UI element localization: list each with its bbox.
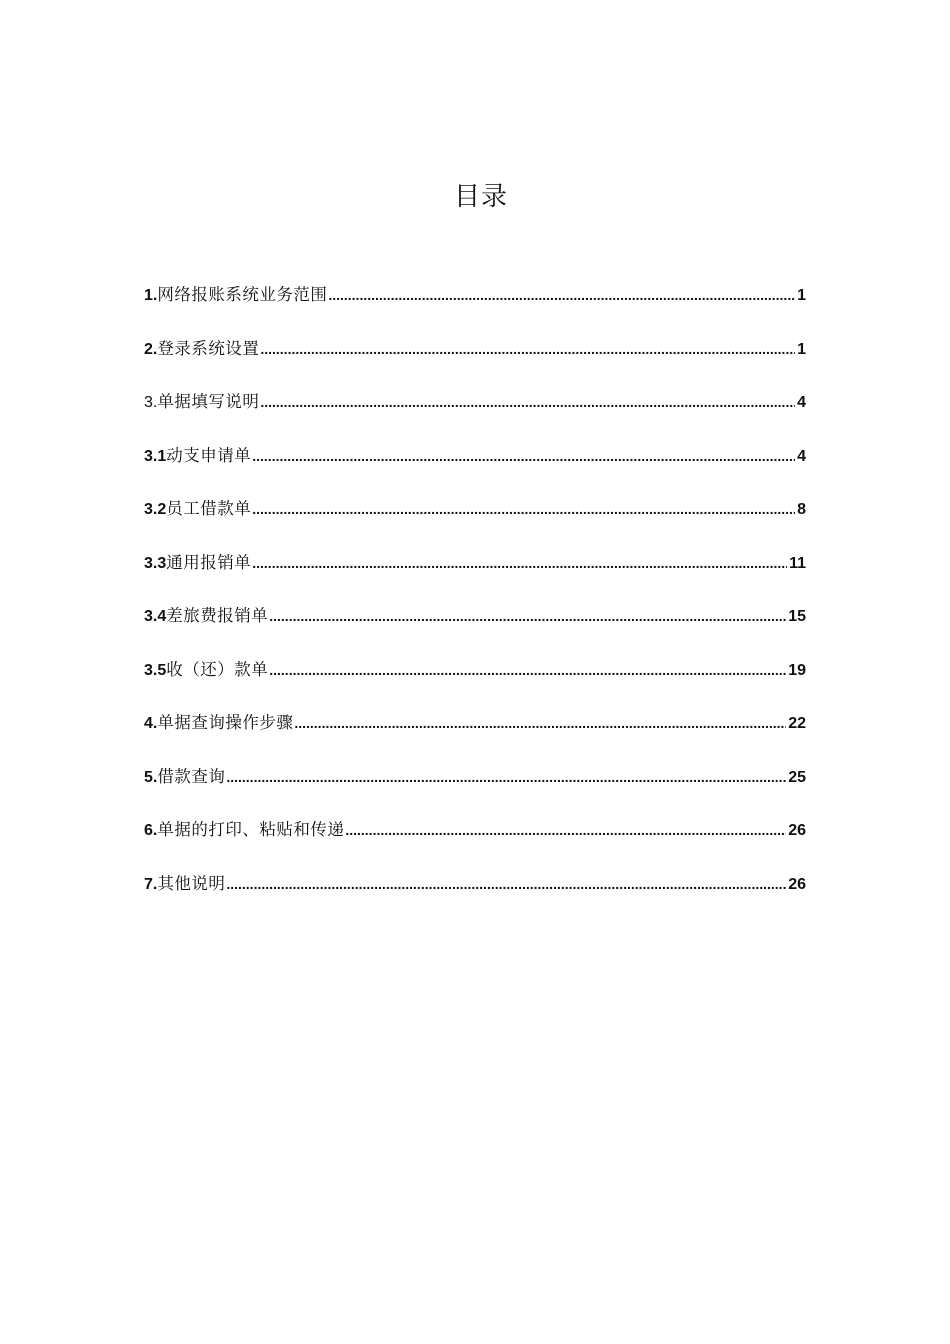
toc-dot-leader [294,709,786,737]
toc-entry[interactable] [144,816,806,870]
toc-entry-page-number: 1 [797,340,806,358]
toc-entry-page-number: 1 [797,287,806,304]
toc-entry[interactable] [144,763,806,817]
toc-entry[interactable] [144,388,806,442]
toc-entry[interactable] [144,281,806,335]
toc-entry-page-number: 11 [789,554,806,572]
toc-entry-title: 收（还）款单 [166,659,269,679]
toc-dot-leader [269,656,786,684]
toc-entry-number: 5. [144,768,158,786]
toc-entry-number: 1. [144,287,158,304]
toc-entry-title: 单据填写说明 [157,392,260,411]
toc-dot-leader [260,335,795,363]
toc-entry-title: 登录系统设置 [157,338,260,358]
toc-dot-leader [252,495,795,523]
toc-entry-number: 7. [144,875,158,893]
toc-dot-leader [252,442,795,470]
toc-entry-number: 4. [144,715,158,732]
toc-entry-number: 3. [144,394,158,411]
toc-entry[interactable] [144,495,806,549]
table-of-contents [144,281,806,923]
toc-entry-page-number: 22 [788,715,806,732]
toc-dot-leader [226,870,786,898]
toc-entry-page-number: 26 [788,822,806,839]
toc-entry-number: 3.5 [144,661,167,679]
toc-entry-number: 6. [144,822,158,839]
toc-entry-page-number: 4 [797,394,806,411]
toc-entry-title: 单据查询操作步骤 [157,713,294,732]
toc-dot-leader [260,388,795,416]
toc-entry-title: 动支申请单 [166,445,252,465]
toc-entry-page-number: 26 [788,875,806,893]
toc-entry[interactable] [144,870,806,924]
toc-entry[interactable] [144,442,806,496]
toc-entry-title: 单据的打印、粘贴和传递 [157,820,345,839]
toc-entry-title: 网络报账系统业务范围 [157,285,328,304]
toc-title: 目录 [453,182,508,212]
toc-entry-title: 通用报销单 [166,552,252,572]
toc-entry-title: 员工借款单 [166,499,252,518]
toc-entry-number: 3.3 [144,554,167,572]
toc-dot-leader [226,763,786,791]
toc-entry-page-number: 19 [788,661,806,679]
toc-dot-leader [345,816,786,844]
toc-entry-number: 2. [144,340,158,358]
toc-entry-number: 3.1 [144,447,167,465]
toc-entry-title: 借款查询 [157,766,226,786]
toc-entry-page-number: 8 [797,501,806,518]
toc-entry-title: 差旅费报销单 [166,606,269,625]
toc-entry-page-number: 15 [788,608,806,625]
toc-entry-page-number: 4 [797,447,806,465]
toc-entry[interactable] [144,656,806,710]
toc-entry[interactable] [144,602,806,656]
toc-entry-page-number: 25 [788,768,806,786]
toc-dot-leader [269,602,786,630]
toc-entry-title: 其他说明 [157,873,226,893]
toc-dot-leader [252,549,787,577]
toc-entry[interactable] [144,709,806,763]
toc-entry-number: 3.2 [144,501,167,518]
toc-entry-number: 3.4 [144,608,167,625]
toc-entry[interactable] [144,335,806,389]
toc-entry[interactable] [144,549,806,603]
toc-dot-leader [328,281,795,309]
